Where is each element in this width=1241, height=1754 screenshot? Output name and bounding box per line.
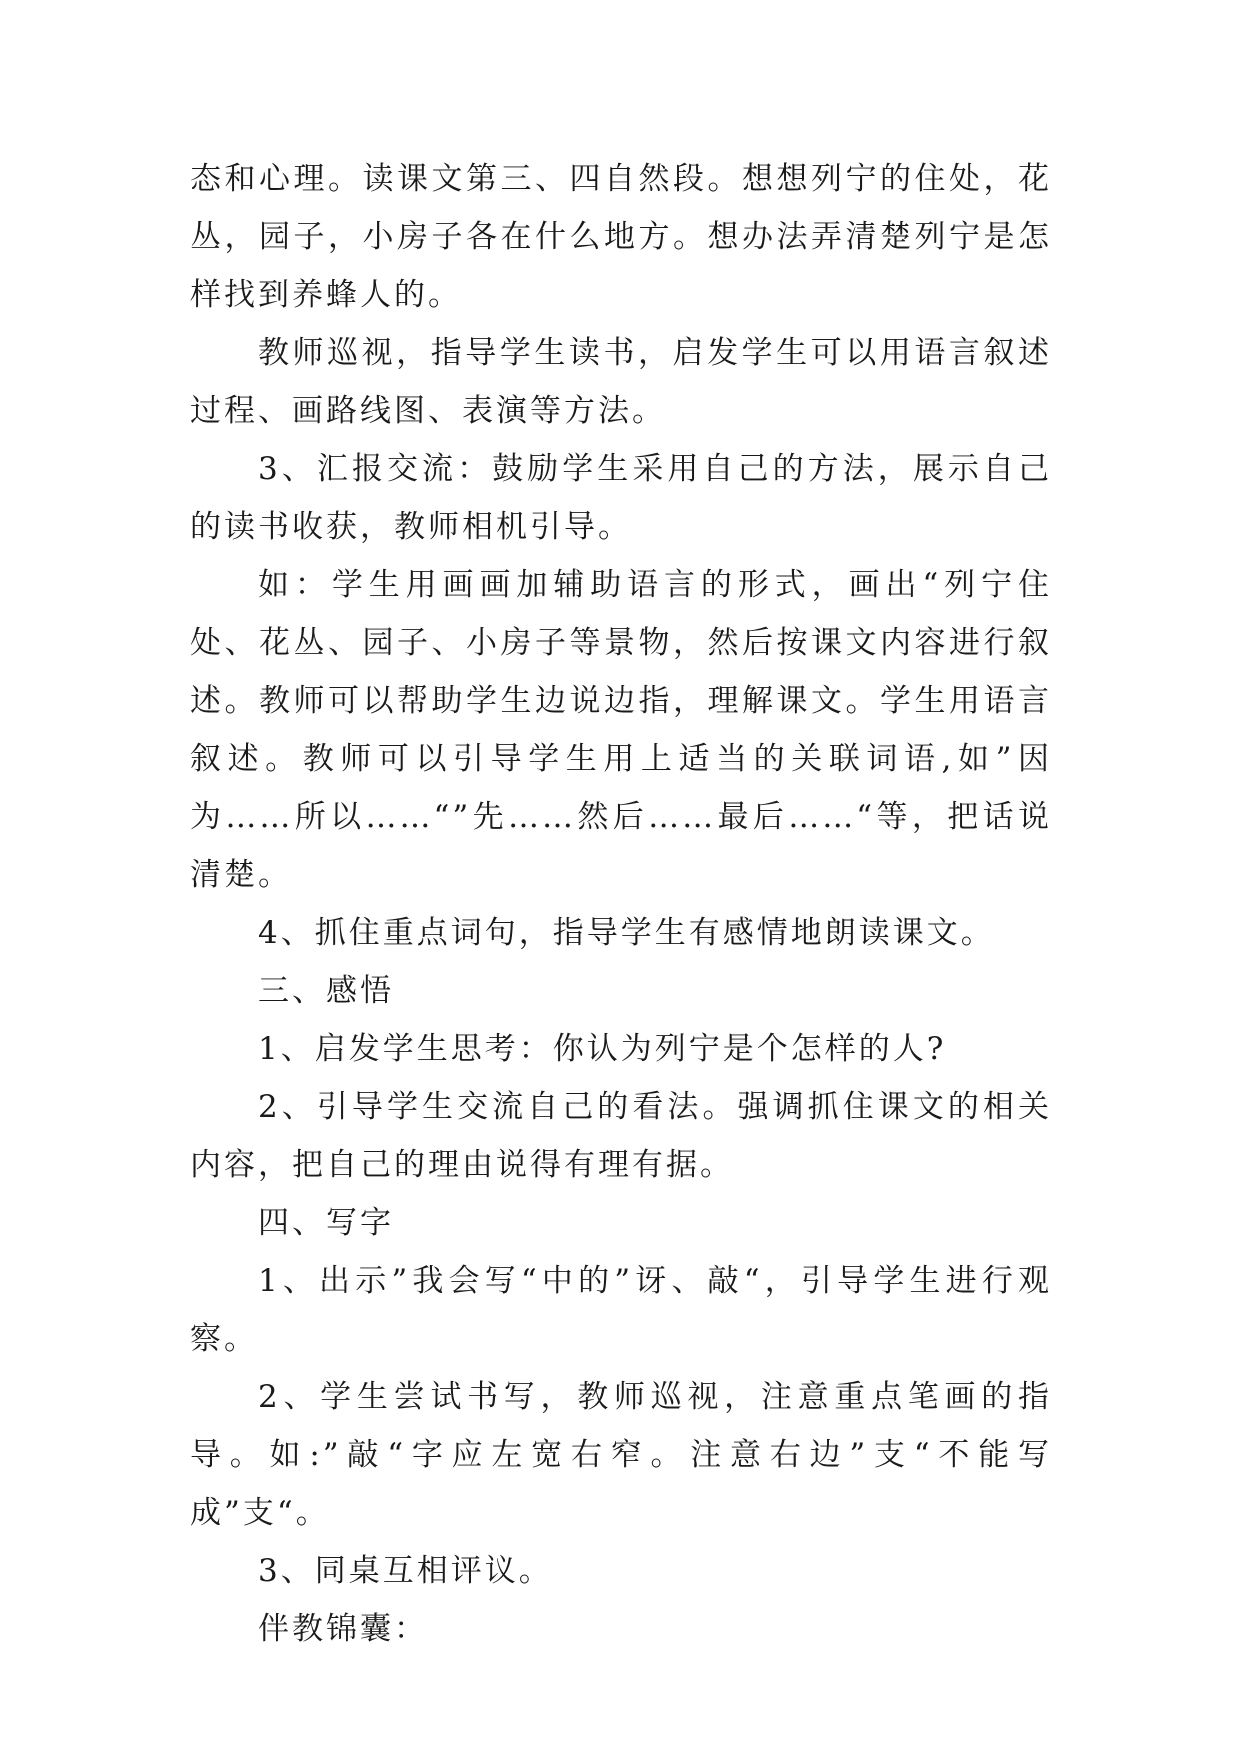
paragraph: 教师巡视，指导学生读书，启发学生可以用语言叙述过程、画路线图、表演等方法。 [190,335,1052,429]
paragraph: 2、引导学生交流自己的看法。强调抓住课文的相关内容，把自己的理由说得有理有据。 [190,1089,1052,1183]
section-heading: 三、感悟 [258,973,394,1009]
paragraph: 伴教锦囊： [258,1611,428,1647]
section-heading: 四、写字 [258,1205,394,1241]
paragraph: 1、出示”我会写“中的”讶、敲“，引导学生进行观察。 [190,1263,1052,1357]
paragraph: 4、抓住重点词句，指导学生有感情地朗读课文。 [258,915,995,951]
paragraph: 1、启发学生思考：你认为列宁是个怎样的人? [258,1031,947,1067]
paragraph: 3、汇报交流：鼓励学生采用自己的方法，展示自己的读书收获，教师相机引导。 [190,451,1052,545]
paragraph: 态和心理。读课文第三、四自然段。想想列宁的住处，花丛，园子，小房子各在什么地方。想办法弄清楚列宁是怎样找到养蜂人的。 [190,161,1052,313]
paragraph: 如：学生用画画加辅助语言的形式，画出“列宁住处、花丛、园子、小房子等景物，然后按课文内容进行叙述。教师可以帮助学生边说边指，理解课文。学生用语言叙述。教师可以引导学生用上适当的关联词语,如”因为……所以……“”先……然后……最后……“等，把话说清楚。 [190,567,1052,893]
document-page [190,150,1052,1658]
paragraph: 3、同桌互相评议。 [258,1553,553,1589]
paragraph: 2、学生尝试书写，教师巡视，注意重点笔画的指导。如:”敲“字应左宽右窄。注意右边”支“不能写成”支“。 [190,1379,1052,1531]
